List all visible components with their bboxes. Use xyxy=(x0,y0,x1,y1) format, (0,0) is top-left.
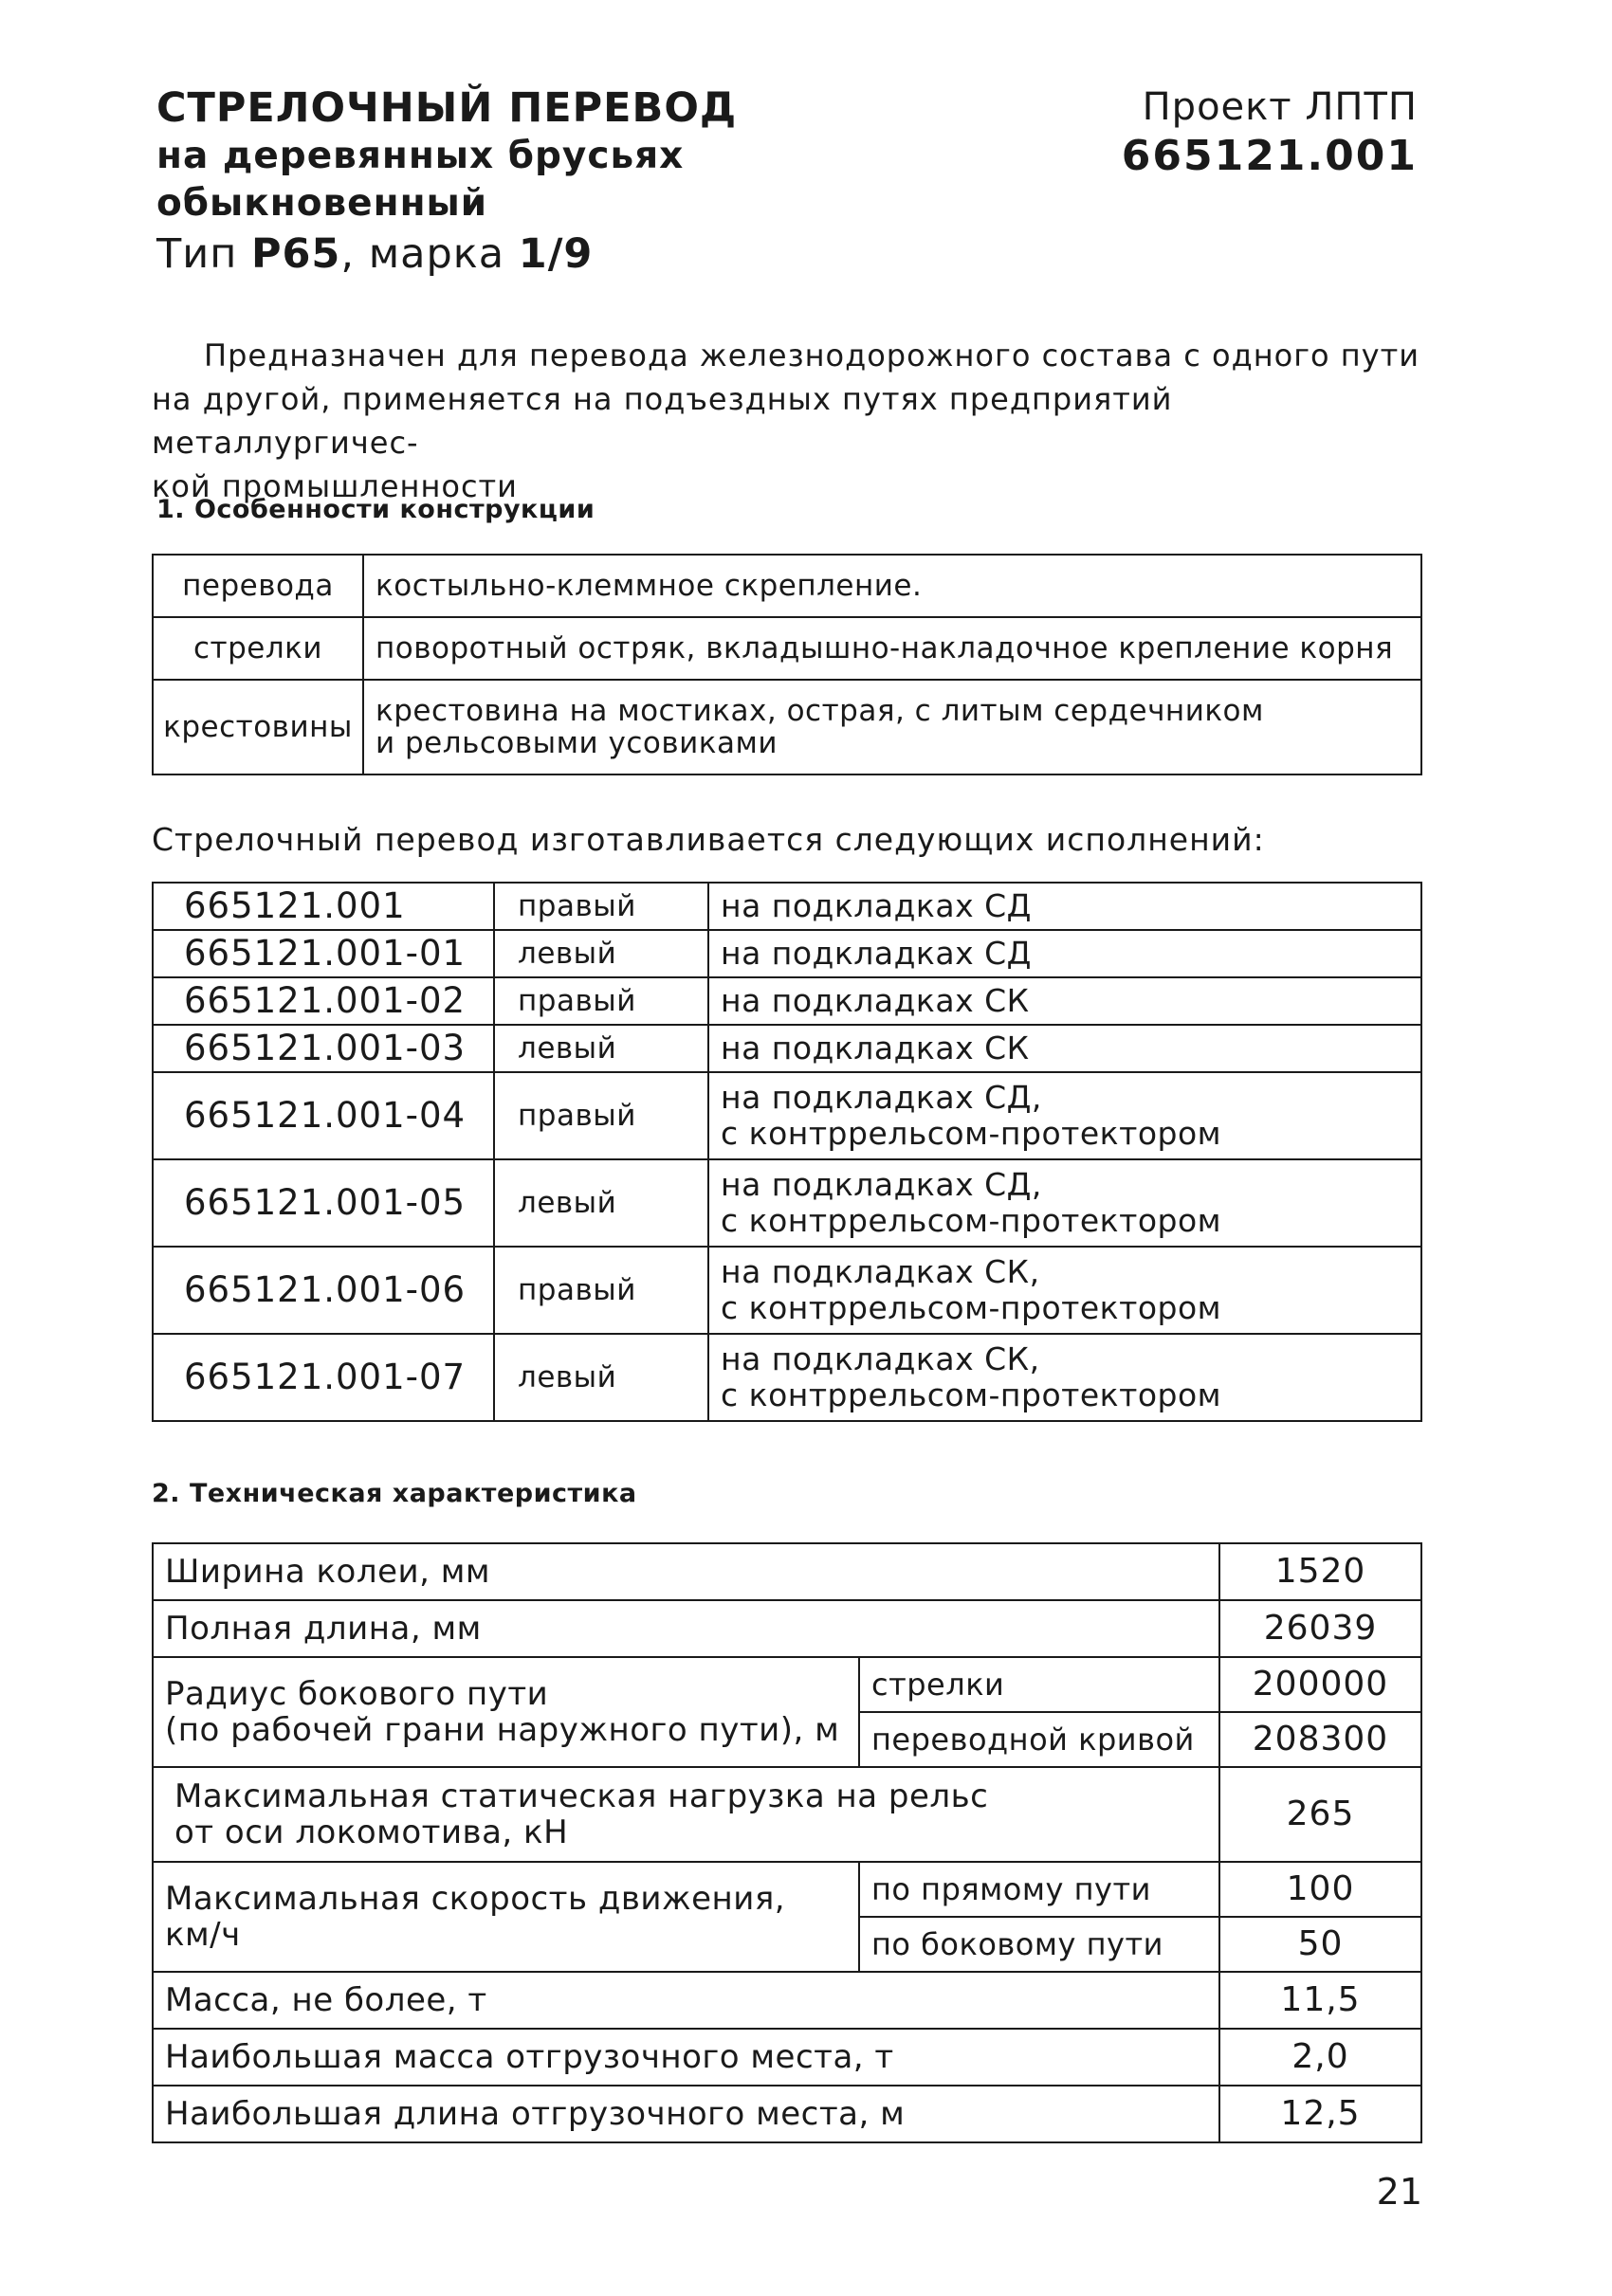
table-row xyxy=(153,930,1421,977)
table-row xyxy=(153,1657,1421,1712)
variant-description: на подкладках СК, с контррельсом-протектором xyxy=(708,1334,1421,1421)
table-row xyxy=(153,617,1421,680)
variant-description: на подкладках СД xyxy=(708,883,1421,930)
radius-label: Радиус бокового пути (по рабочей грани наружного пути), м xyxy=(153,1657,859,1767)
length-value: 26039 xyxy=(1219,1600,1421,1657)
title-line-2: на деревянных брусьях xyxy=(156,135,685,177)
ship-mass-value: 2,0 xyxy=(1219,2029,1421,2086)
variant-side: левый xyxy=(494,1334,708,1421)
variant-code: 665121.001-03 xyxy=(153,1025,494,1072)
ship-length-value: 12,5 xyxy=(1219,2086,1421,2142)
construction-table xyxy=(152,554,1422,775)
ship-length-label: Наибольшая длина отгрузочного места, м xyxy=(153,2086,1219,2142)
section2-heading: 2. Техническая характеристика xyxy=(152,1479,637,1508)
load-label: Максимальная статическая нагрузка на рельс от оси локомотива, кН xyxy=(153,1767,1219,1862)
table-row xyxy=(153,1600,1421,1657)
variant-code: 665121.001-07 xyxy=(153,1334,494,1421)
variant-side: левый xyxy=(494,930,708,977)
table-row xyxy=(153,1159,1421,1247)
title-line-1: СТРЕЛОЧНЫЙ ПЕРЕВОД xyxy=(156,84,738,132)
table-row xyxy=(153,1767,1421,1862)
table-row xyxy=(153,2086,1421,2142)
intro-line-2: на другой, применяется на подъездных путях предприятий металлургичес- xyxy=(152,381,1173,461)
table-row xyxy=(153,1334,1421,1421)
variant-code: 665121.001-01 xyxy=(153,930,494,977)
project-label: Проект ЛПТП xyxy=(1142,85,1418,129)
radius-curve-value: 208300 xyxy=(1219,1712,1421,1767)
mark-value: 1/9 xyxy=(518,230,594,278)
row-value: поворотный остряк, вкладышно-накладочное крепление корня xyxy=(363,617,1421,680)
row-value: крестовина на мостиках, острая, с литым сердечником и рельсовыми усовиками xyxy=(363,680,1421,774)
table-row xyxy=(153,883,1421,930)
speed-label: Максимальная скорость движения, км/ч xyxy=(153,1862,859,1972)
page-number: 21 xyxy=(1376,2171,1422,2213)
table-row xyxy=(153,1072,1421,1159)
variant-description: на подкладках СК xyxy=(708,977,1421,1025)
type-prefix: Тип xyxy=(156,230,238,278)
variants-table xyxy=(152,882,1422,1422)
type-value: Р65 xyxy=(251,230,341,278)
table-row xyxy=(153,1972,1421,2029)
type-line xyxy=(156,228,737,281)
tech-table xyxy=(152,1542,1422,2143)
table-row xyxy=(153,555,1421,617)
project-block xyxy=(1122,83,1418,182)
variant-description: на подкладках СД, с контррельсом-протектором xyxy=(708,1159,1421,1247)
row-label: стрелки xyxy=(153,617,363,680)
variant-description: на подкладках СД, с контррельсом-протектором xyxy=(708,1072,1421,1159)
variant-side: правый xyxy=(494,977,708,1025)
title-line-3: обыкновенный xyxy=(156,182,488,225)
mass-label: Масса, не более, т xyxy=(153,1972,1219,2029)
intro-line-3: кой промышленности xyxy=(152,468,518,504)
intro-paragraph xyxy=(152,334,1422,508)
variant-side: правый xyxy=(494,1247,708,1334)
length-label: Полная длина, мм xyxy=(153,1600,1219,1657)
row-value: костыльно-клеммное скрепление. xyxy=(363,555,1421,617)
table-row xyxy=(153,1247,1421,1334)
variant-description: на подкладках СД xyxy=(708,930,1421,977)
variant-code: 665121.001 xyxy=(153,883,494,930)
ship-mass-label: Наибольшая масса отгрузочного места, т xyxy=(153,2029,1219,2086)
variant-side: правый xyxy=(494,1072,708,1159)
title-block xyxy=(156,83,737,281)
radius-switch-value: 200000 xyxy=(1219,1657,1421,1712)
radius-switch-label: стрелки xyxy=(859,1657,1219,1712)
variant-code: 665121.001-06 xyxy=(153,1247,494,1334)
variant-side: левый xyxy=(494,1159,708,1247)
row-label: перевода xyxy=(153,555,363,617)
radius-curve-label: переводной кривой xyxy=(859,1712,1219,1767)
speed-straight-value: 100 xyxy=(1219,1862,1421,1917)
project-code: 665121.001 xyxy=(1121,132,1418,180)
load-value: 265 xyxy=(1219,1767,1421,1862)
variant-code: 665121.001-04 xyxy=(153,1072,494,1159)
row-label: крестовины xyxy=(153,680,363,774)
section1-heading: 1. Особенности конструкции xyxy=(156,495,595,524)
table-row xyxy=(153,1025,1421,1072)
variant-side: правый xyxy=(494,883,708,930)
variant-code: 665121.001-02 xyxy=(153,977,494,1025)
table-row xyxy=(153,680,1421,774)
speed-side-value: 50 xyxy=(1219,1917,1421,1972)
table-row xyxy=(153,1862,1421,1917)
variant-side: левый xyxy=(494,1025,708,1072)
mass-value: 11,5 xyxy=(1219,1972,1421,2029)
table-row xyxy=(153,2029,1421,2086)
variant-description: на подкладках СК xyxy=(708,1025,1421,1072)
table-row xyxy=(153,1543,1421,1600)
variant-description: на подкладках СК, с контррельсом-протектором xyxy=(708,1247,1421,1334)
table-row xyxy=(153,977,1421,1025)
gauge-value: 1520 xyxy=(1219,1543,1421,1600)
mark-prefix: , марка xyxy=(340,230,505,278)
intro-line-1: Предназначен для перевода железнодорожного состава с одного пути xyxy=(204,337,1420,374)
speed-side-label: по боковому пути xyxy=(859,1917,1219,1972)
gauge-label: Ширина колеи, мм xyxy=(153,1543,1219,1600)
variants-caption: Стрелочный перевод изготавливается следующих исполнений: xyxy=(152,821,1265,858)
speed-straight-label: по прямому пути xyxy=(859,1862,1219,1917)
variant-code: 665121.001-05 xyxy=(153,1159,494,1247)
